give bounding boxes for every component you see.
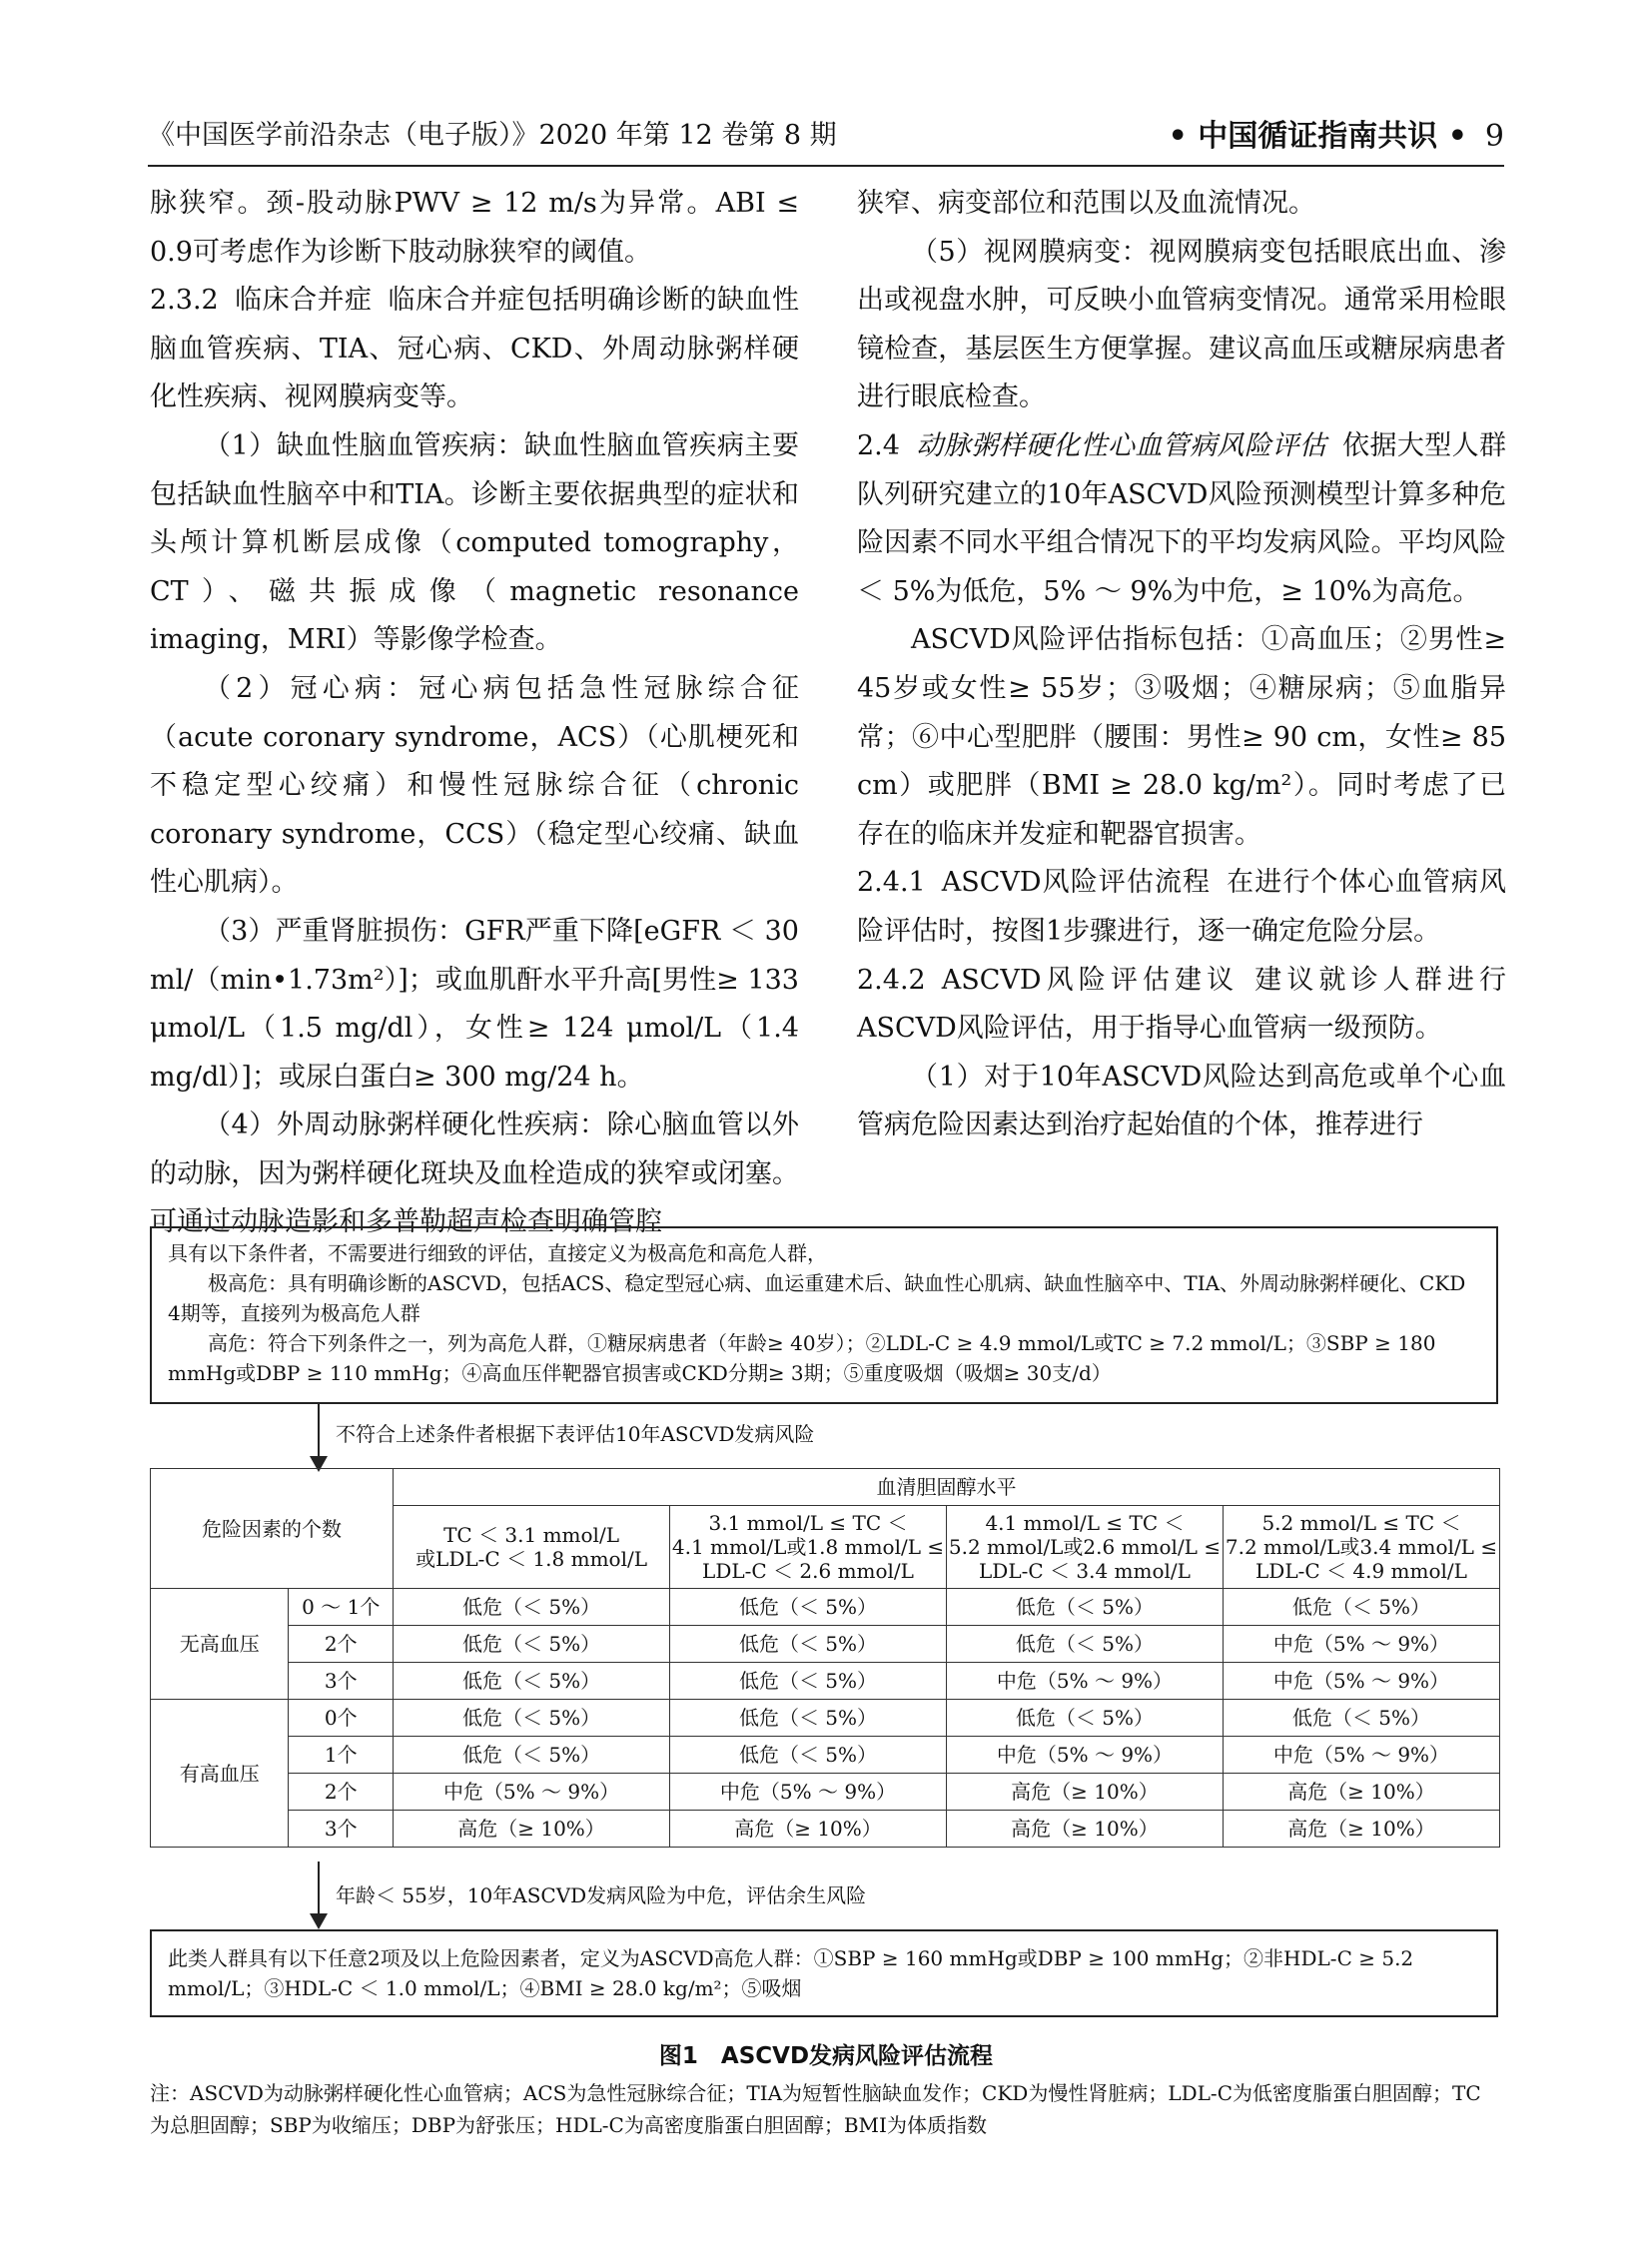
section-number: 2.4 xyxy=(857,429,900,461)
very-high-risk-criteria: 极高危：具有明确诊断的ASCVD，包括ACS、稳定型冠心病、血运重建术后、缺血性心肌病、缺血性脑卒中、TIA、外周动脉粥样硬化、CKD 4期等，直接列为极高危人群 xyxy=(168,1271,1466,1325)
page-number: 9 xyxy=(1484,119,1504,154)
left-paragraph xyxy=(150,665,799,908)
section-heading: ASCVD风险评估建议 xyxy=(941,964,1239,996)
risk-factor-count: 3个 xyxy=(289,1811,394,1848)
risk-level-cell: 低危（＜ 5%） xyxy=(670,1700,947,1737)
paragraph-text: ASCVD风险评估指标包括：①高血压；②男性≥ 45岁或女性≥ 55岁；③吸烟；④糖尿病；⑤血脂异常；⑥中心型肥胖（腰围：男性≥ 90 cm，女性≥ 85 cm）或肥胖（BMI ≥ 28.0 kg/m²）。同时考虑了已存在的临床并发症和靶器官损害。 xyxy=(857,624,1506,850)
section-number: 2.3.2 xyxy=(150,285,219,317)
table-row xyxy=(151,1663,1500,1700)
right-paragraph xyxy=(857,180,1506,229)
cholesterol-column-header: 4.1 mmol/L ≤ TC ＜ 5.2 mmol/L或2.6 mmol/L ≤ LDL-C ＜ 3.4 mmol/L xyxy=(946,1506,1223,1589)
risk-level-cell: 低危（＜ 5%） xyxy=(1223,1700,1499,1737)
paragraph-text: （1）对于10年ASCVD风险达到高危或单个心血管病危险因素达到治疗起始值的个体，推荐进行 xyxy=(857,1061,1506,1141)
section-number: 2.4.1 xyxy=(857,867,926,899)
cholesterol-column-header: 5.2 mmol/L ≤ TC ＜ 7.2 mmol/L或3.4 mmol/L ≤ LDL-C ＜ 4.9 mmol/L xyxy=(1223,1506,1499,1589)
table-row xyxy=(151,1589,1500,1626)
risk-level-cell: 中危（5% ～ 9%） xyxy=(946,1737,1223,1774)
risk-level-cell: 低危（＜ 5%） xyxy=(670,1737,947,1774)
figure-caption: 图1 ASCVD发病风险评估流程 xyxy=(658,2043,994,2069)
risk-level-cell: 中危（5% ～ 9%） xyxy=(670,1774,947,1811)
right-column xyxy=(857,180,1506,1150)
high-risk-criteria: 高危：符合下列条件之一，列为高危人群，①糖尿病患者（年龄≥ 40岁）；②LDL-C ≥ 4.9 mmol/L或TC ≥ 7.2 mmol/L；③SBP ≥ 180 mmHg或DBP ≥ 110 mmHg；④高血压伴靶器官损害或CKD分期≥ 3期；⑤重度吸烟（吸烟≥ 30支/d） xyxy=(168,1331,1436,1385)
section-heading: ASCVD风险评估流程 xyxy=(941,867,1212,899)
risk-factor-count: 0 ～ 1个 xyxy=(289,1589,394,1626)
risk-level-cell: 高危（≥ 10%） xyxy=(946,1811,1223,1848)
right-paragraph xyxy=(857,957,1506,1054)
risk-level-cell: 高危（≥ 10%） xyxy=(1223,1774,1499,1811)
risk-level-cell: 中危（5% ～ 9%） xyxy=(394,1774,670,1811)
left-column xyxy=(150,180,799,1247)
paragraph-text: （5）视网膜病变：视网膜病变包括眼底出血、渗出或视盘水肿，可反映小血管病变情况。通常采用检眼镜检查，基层医生方便掌握。建议高血压或糖尿病患者进行眼底检查。 xyxy=(857,236,1506,413)
journal-title: 《中国医学前沿杂志（电子版）》2020 年第 12 卷第 8 期 xyxy=(148,120,837,151)
flow-arrow-down-icon-2 xyxy=(318,1862,320,1927)
risk-level-cell: 低危（＜ 5%） xyxy=(946,1589,1223,1626)
table-header-row xyxy=(151,1469,1500,1506)
right-paragraph xyxy=(857,859,1506,956)
high-risk-criteria-box xyxy=(150,1226,1498,1404)
risk-level-cell: 低危（＜ 5%） xyxy=(946,1700,1223,1737)
paragraph-text: 脉狭窄。颈-股动脉PWV ≥ 12 m/s为异常。ABI ≤ 0.9可考虑作为诊断下肢动脉狭窄的阈值。 xyxy=(150,188,799,268)
right-paragraph xyxy=(857,422,1506,616)
risk-level-cell: 低危（＜ 5%） xyxy=(394,1589,670,1626)
table-row xyxy=(151,1774,1500,1811)
flow-step-text-2: 年龄＜ 55岁，10年ASCVD发病风险为中危，评估余生风险 xyxy=(336,1883,867,1907)
risk-table xyxy=(150,1468,1500,1848)
risk-factor-count: 2个 xyxy=(289,1774,394,1811)
table-row xyxy=(151,1737,1500,1774)
risk-factor-count: 2个 xyxy=(289,1626,394,1663)
risk-level-cell: 低危（＜ 5%） xyxy=(946,1626,1223,1663)
cholesterol-group-header: 血清胆固醇水平 xyxy=(394,1469,1500,1506)
paragraph-text: 建议就诊人群进行ASCVD风险评估，用于指导心血管病一级预防。 xyxy=(857,964,1506,1045)
hypertension-group-label: 有高血压 xyxy=(151,1700,289,1848)
risk-level-cell: 低危（＜ 5%） xyxy=(1223,1589,1499,1626)
risk-factor-count: 1个 xyxy=(289,1737,394,1774)
paragraph-text: （3）严重肾脏损伤：GFR严重下降[eGFR ＜ 30 ml/（min•1.73m²）]；或血肌酐水平升高[男性≥ 133 μmol/L（1.5 mg/dl），女性≥ 124 μmol/L（1.4 mg/dl）]；或尿白蛋白≥ 300 mg/24 h。 xyxy=(150,915,799,1093)
risk-factor-count: 0个 xyxy=(289,1700,394,1737)
paragraph-text: 狭窄、病变部位和范围以及血流情况。 xyxy=(857,188,1315,219)
cholesterol-column-header: 3.1 mmol/L ≤ TC ＜ 4.1 mmol/L或1.8 mmol/L ≤ LDL-C ＜ 2.6 mmol/L xyxy=(670,1506,947,1589)
flow-arrow-down-icon xyxy=(318,1404,320,1470)
risk-factor-header: 危险因素的个数 xyxy=(151,1469,394,1589)
section-number: 2.4.2 xyxy=(857,964,926,996)
risk-level-cell: 中危（5% ～ 9%） xyxy=(1223,1663,1499,1700)
criteria-intro: 具有以下条件者，不需要进行细致的评估，直接定义为极高危和高危人群， xyxy=(168,1241,827,1265)
right-paragraph xyxy=(857,1054,1506,1150)
cholesterol-column-header: TC ＜ 3.1 mmol/L 或LDL-C ＜ 1.8 mmol/L xyxy=(394,1506,670,1589)
risk-level-cell: 低危（＜ 5%） xyxy=(670,1663,947,1700)
risk-factor-count: 3个 xyxy=(289,1663,394,1700)
section-heading: 动脉粥样硬化性心血管病风险评估 xyxy=(915,429,1327,461)
risk-level-cell: 高危（≥ 10%） xyxy=(946,1774,1223,1811)
risk-level-cell: 低危（＜ 5%） xyxy=(670,1589,947,1626)
section-heading: 临床合并症 xyxy=(234,285,373,317)
paragraph-text: 临床合并症包括明确诊断的缺血性脑血管疾病、TIA、冠心病、CKD、外周动脉粥样硬化性疾病、视网膜病变等。 xyxy=(150,285,800,413)
table-row xyxy=(151,1811,1500,1848)
paragraph-text: 在进行个体心血管病风险评估时，按图1步骤进行，逐一确定危险分层。 xyxy=(857,867,1506,947)
risk-level-cell: 高危（≥ 10%） xyxy=(670,1811,947,1848)
risk-level-cell: 中危（5% ～ 9%） xyxy=(1223,1737,1499,1774)
flow-step-text: 不符合上述条件者根据下表评估10年ASCVD发病风险 xyxy=(336,1422,815,1446)
risk-level-cell: 低危（＜ 5%） xyxy=(394,1700,670,1737)
risk-level-cell: 低危（＜ 5%） xyxy=(394,1737,670,1774)
section-label: • 中国循证指南共识 • xyxy=(1168,119,1467,154)
table-row xyxy=(151,1626,1500,1663)
section-title xyxy=(1169,111,1504,155)
left-paragraph xyxy=(150,277,799,422)
table-row xyxy=(151,1700,1500,1737)
hypertension-group-label: 无高血压 xyxy=(151,1589,289,1700)
paragraph-text: 依据大型人群队列研究建立的10年ASCVD风险预测模型计算多种危险因素不同水平组合情况下的平均发病风险。平均风险＜ 5%为低危，5% ～ 9%为中危，≥ 10%为高危。 xyxy=(857,429,1507,607)
left-paragraph xyxy=(150,422,799,665)
risk-level-cell: 中危（5% ～ 9%） xyxy=(1223,1626,1499,1663)
risk-level-cell: 高危（≥ 10%） xyxy=(394,1811,670,1848)
left-paragraph xyxy=(150,180,799,277)
paragraph-text: （1）缺血性脑血管疾病：缺血性脑血管疾病主要包括缺血性脑卒中和TIA。诊断主要依据典型的症状和头颅计算机断层成像（computed tomography，CT）、磁共振成像（magnetic resonance imaging，MRI）等影像学检查。 xyxy=(150,429,799,656)
left-paragraph xyxy=(150,908,799,1102)
risk-level-cell: 低危（＜ 5%） xyxy=(394,1663,670,1700)
paragraph-text: （2）冠心病：冠心病包括急性冠脉综合征（acute coronary syndrome，ACS）（心肌梗死和不稳定型心绞痛）和慢性冠脉综合征（chronic coronary syndrome，CCS）（稳定型心绞痛、缺血性心肌病）。 xyxy=(150,672,799,899)
lifetime-risk-box: 此类人群具有以下任意2项及以上危险因素者，定义为ASCVD高危人群：①SBP ≥ 160 mmHg或DBP ≥ 100 mmHg；②非HDL-C ≥ 5.2 mmol/L；③HDL-C ＜ 1.0 mmol/L；④BMI ≥ 28.0 kg/m²；⑤吸烟 xyxy=(150,1929,1498,2017)
paragraph-text: （4）外周动脉粥样硬化性疾病：除心脑血管以外的动脉，因为粥样硬化斑块及血栓造成的狭窄或闭塞。可通过动脉造影和多普勒超声检查明确管腔 xyxy=(150,1110,799,1238)
figure-note: 注：ASCVD为动脉粥样硬化性心血管病；ACS为急性冠脉综合征；TIA为短暂性脑缺血发作；CKD为慢性肾脏病；LDL-C为低密度脂蛋白胆固醇；TC为总胆固醇；SBP为收缩压；DBP为舒张压；HDL-C为高密度脂蛋白胆固醇；BMI为体质指数 xyxy=(150,2081,1481,2137)
risk-level-cell: 低危（＜ 5%） xyxy=(394,1626,670,1663)
risk-level-cell: 中危（5% ～ 9%） xyxy=(946,1663,1223,1700)
risk-level-cell: 高危（≥ 10%） xyxy=(1223,1811,1499,1848)
right-paragraph xyxy=(857,616,1506,859)
right-paragraph xyxy=(857,229,1506,422)
risk-level-cell: 低危（＜ 5%） xyxy=(670,1626,947,1663)
page-header xyxy=(148,105,1504,167)
